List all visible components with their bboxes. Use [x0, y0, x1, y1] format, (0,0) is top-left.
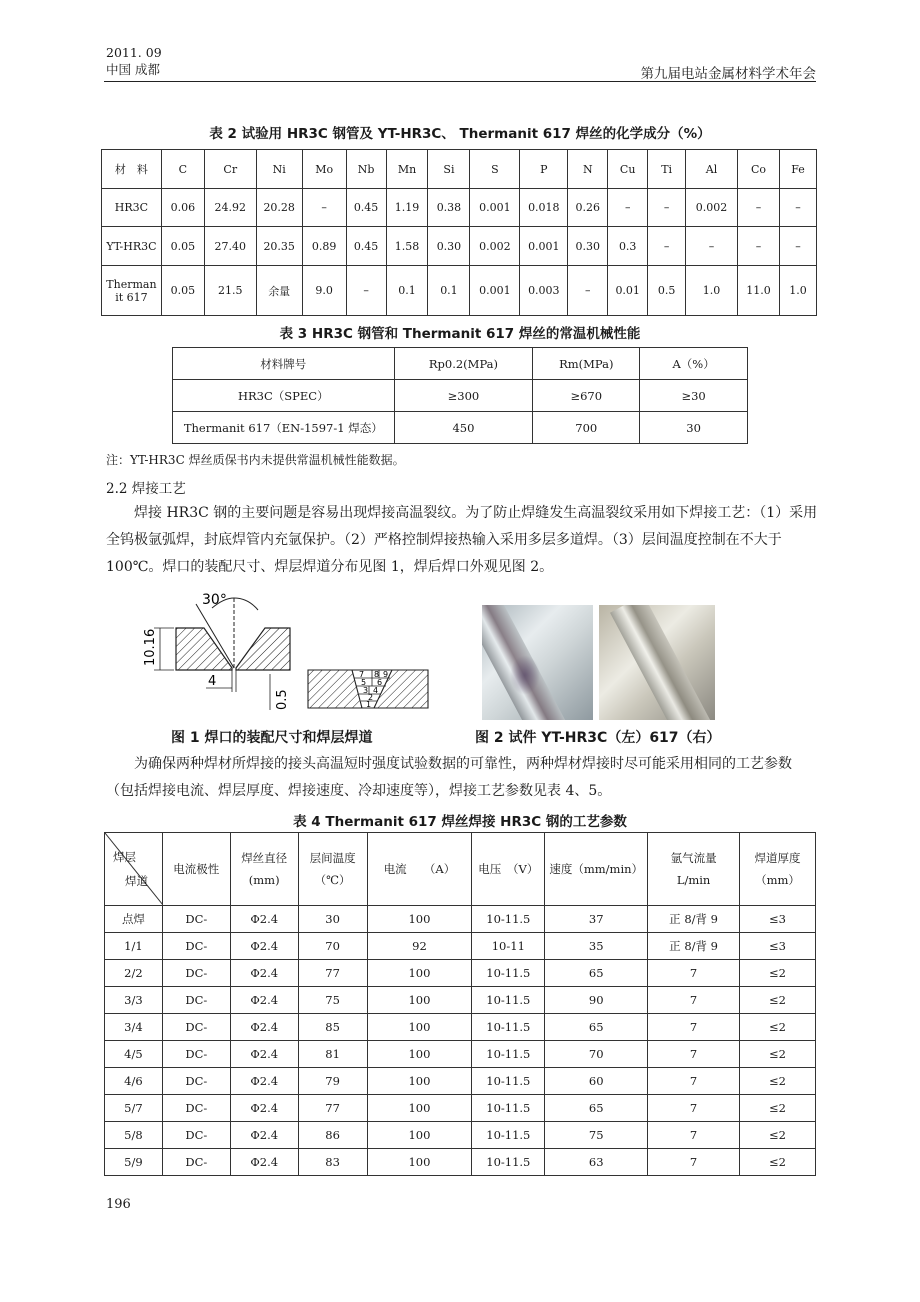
table2-cell: 余量	[256, 266, 302, 316]
weld-pass-2: 2	[368, 693, 374, 702]
table-row	[105, 987, 816, 1014]
table4-header-cell: 焊丝直径(mm)	[230, 833, 298, 906]
table4-header-cell: 氩气流量 L/min	[648, 833, 740, 906]
table2-cell: 20.35	[256, 227, 302, 266]
weld-pass-9: 9	[383, 670, 389, 679]
table-row	[105, 1014, 816, 1041]
table3-cell: 450	[394, 412, 533, 444]
header-rule	[104, 81, 816, 82]
table4-cell: 10-11.5	[472, 1095, 545, 1122]
table2-cell: 0.45	[346, 227, 386, 266]
photo-617	[599, 605, 715, 720]
table4-cell: 7	[648, 987, 740, 1014]
table2-cell: –	[568, 266, 608, 316]
table4-cell: 正 8/背 9	[648, 906, 740, 933]
weld-pass-3: 3	[363, 686, 369, 695]
table2-cell: 0.3	[608, 227, 648, 266]
table2-cell: –	[346, 266, 386, 316]
table4-cell: ≤2	[740, 1014, 816, 1041]
table4-cell: 7	[648, 1149, 740, 1176]
table2-cell: –	[648, 227, 686, 266]
table2-cell: 1.0	[779, 266, 816, 316]
table2-header-cell: 材 料	[102, 150, 162, 189]
table4-cell: ≤2	[740, 1149, 816, 1176]
table4-cell: 75	[298, 987, 367, 1014]
table4-header-cell: 层间温度（℃）	[298, 833, 367, 906]
table4-cell: DC-	[162, 933, 230, 960]
table3-cell: ≥670	[533, 380, 640, 412]
table4-cell: 83	[298, 1149, 367, 1176]
table3-cell: 30	[640, 412, 748, 444]
left-plate	[176, 628, 232, 670]
table4-cell: 86	[298, 1122, 367, 1149]
table4-cell: 70	[545, 1041, 648, 1068]
header-date: 2011. 09	[106, 45, 162, 60]
table-row	[173, 412, 748, 444]
table2-cell: 0.5	[648, 266, 686, 316]
table-row	[102, 189, 817, 227]
table2-header-cell: Ti	[648, 150, 686, 189]
table-row	[105, 1068, 816, 1095]
table-row	[105, 1095, 816, 1122]
table4-cell: 100	[367, 960, 472, 987]
table2-cell: 0.003	[520, 266, 568, 316]
table4-cell: 77	[298, 960, 367, 987]
table2-cell: 0.30	[428, 227, 470, 266]
table2-cell: Thermanit 617	[102, 266, 162, 316]
table4-cell: 10-11.5	[472, 1041, 545, 1068]
table-row	[173, 380, 748, 412]
table2-cell: 0.001	[470, 189, 520, 227]
weld-pass-4: 4	[373, 686, 379, 695]
table4-cell: 100	[367, 906, 472, 933]
table3-cell: ≥300	[394, 380, 533, 412]
header-left	[106, 44, 162, 78]
table4-cell: 4/5	[105, 1041, 163, 1068]
table4-header-cell: 速度（mm/min）	[545, 833, 648, 906]
table2-cell: 0.05	[161, 227, 204, 266]
table4-cell: ≤2	[740, 960, 816, 987]
table3-header-cell: Rp0.2(MPa)	[394, 348, 533, 380]
table2-header-cell: Nb	[346, 150, 386, 189]
weld-pass-8: 8	[374, 670, 380, 679]
table2-cell: 0.018	[520, 189, 568, 227]
table4-cell: 10-11	[472, 933, 545, 960]
table4-cell: 75	[545, 1122, 648, 1149]
table2-caption: 表 2 试验用 HR3C 钢管及 YT-HR3C、 Thermanit 617 焊丝的化学成分（%）	[209, 126, 711, 142]
table-row	[105, 933, 816, 960]
table4-cell: 70	[298, 933, 367, 960]
weld-pass-5: 5	[361, 678, 367, 687]
table3-header-cell: Rm(MPa)	[533, 348, 640, 380]
table4-cell: 65	[545, 1014, 648, 1041]
table4-cell: DC-	[162, 987, 230, 1014]
table4-cell: Φ2.4	[230, 1095, 298, 1122]
table3-cell: HR3C（SPEC）	[173, 380, 395, 412]
table4-cell: ≤3	[740, 906, 816, 933]
table2-header-cell: Mo	[302, 150, 346, 189]
table4-cell: 点焊	[105, 906, 163, 933]
header-place: 中国 成都	[106, 62, 160, 77]
table4-cell: ≤2	[740, 1095, 816, 1122]
table4-cell: 5/9	[105, 1149, 163, 1176]
table2-cell: –	[738, 227, 780, 266]
table4-cell: Φ2.4	[230, 987, 298, 1014]
table2-cell: –	[302, 189, 346, 227]
table3-header-row	[173, 348, 748, 380]
root-label: 0.5	[275, 689, 290, 710]
table2-cell: –	[686, 227, 738, 266]
table4-cell: ≤2	[740, 1068, 816, 1095]
table3-header-cell: A（%）	[640, 348, 748, 380]
table2-header-cell: Mn	[386, 150, 428, 189]
table2-cell: 0.26	[568, 189, 608, 227]
table2-cell: –	[648, 189, 686, 227]
table2-header-cell: Co	[738, 150, 780, 189]
table3-header-cell: 材料牌号	[173, 348, 395, 380]
table4-cell: 77	[298, 1095, 367, 1122]
table2-header-cell: Si	[428, 150, 470, 189]
table4-header-cell: 电流 （A）	[367, 833, 472, 906]
table2-header-cell: P	[520, 150, 568, 189]
table2-cell: 1.19	[386, 189, 428, 227]
table4-cell: 79	[298, 1068, 367, 1095]
height-label: 10.16	[143, 628, 158, 666]
table4-cell: Φ2.4	[230, 933, 298, 960]
table2-cell: 21.5	[204, 266, 256, 316]
table4-cell: 65	[545, 960, 648, 987]
table4-cell: 81	[298, 1041, 367, 1068]
table2-cell: 20.28	[256, 189, 302, 227]
table2-cell: 24.92	[204, 189, 256, 227]
table4-cell: 7	[648, 1068, 740, 1095]
table3-cell: ≥30	[640, 380, 748, 412]
table2-cell: 0.45	[346, 189, 386, 227]
table4-cell: 10-11.5	[472, 1068, 545, 1095]
table3-cell: Thermanit 617（EN-1597-1 焊态）	[173, 412, 395, 444]
table4-cell: 正 8/背 9	[648, 933, 740, 960]
table4-cell: 10-11.5	[472, 1014, 545, 1041]
table4-cell: Φ2.4	[230, 906, 298, 933]
table4-cell: DC-	[162, 1014, 230, 1041]
table2-cell: 0.002	[470, 227, 520, 266]
table4-cell: 10-11.5	[472, 1149, 545, 1176]
table3-note: 注：YT-HR3C 焊丝质保书内未提供常温机械性能数据。	[106, 453, 405, 467]
table-row	[105, 1041, 816, 1068]
table4-cell: 7	[648, 1095, 740, 1122]
table2-cell: 9.0	[302, 266, 346, 316]
table3	[172, 347, 748, 444]
table2-header-cell: Cu	[608, 150, 648, 189]
table4-cell: 30	[298, 906, 367, 933]
table4-cell: Φ2.4	[230, 1014, 298, 1041]
table4-cell: Φ2.4	[230, 1068, 298, 1095]
table4-cell: 65	[545, 1095, 648, 1122]
angle-label: 30°	[202, 592, 227, 608]
table2-header-cell: N	[568, 150, 608, 189]
table4-cell: ≤2	[740, 1122, 816, 1149]
table2-cell: 0.01	[608, 266, 648, 316]
table2-header-cell: Fe	[779, 150, 816, 189]
table4-cell: 63	[545, 1149, 648, 1176]
table3-cell: 700	[533, 412, 640, 444]
table4-cell: 2/2	[105, 960, 163, 987]
table2-cell: 1.0	[686, 266, 738, 316]
table2-cell: 0.38	[428, 189, 470, 227]
paragraph-welding-process: 焊接 HR3C 钢的主要问题是容易出现焊接高温裂纹。为了防止焊缝发生高温裂纹采用如下焊接工艺：（1）采用全钨极氩弧焊，封底焊管内充氩保护。（2）严格控制焊接热输入采用多层多道焊。（3）层间温度控制在不大于 100℃。焊口的装配尺寸、焊层焊道分布见图 1，焊后焊口外观见图 2。	[106, 505, 818, 575]
table2-cell: 0.30	[568, 227, 608, 266]
photo-yt-hr3c	[482, 605, 593, 720]
table4-cell: DC-	[162, 906, 230, 933]
table4-cell: DC-	[162, 1122, 230, 1149]
table4-cell: 5/7	[105, 1095, 163, 1122]
table4-cell: 100	[367, 1041, 472, 1068]
table4-caption: 表 4 Thermanit 617 焊丝焊接 HR3C 钢的工艺参数	[293, 814, 627, 830]
table2-cell: –	[608, 189, 648, 227]
table4-header-row	[105, 833, 816, 906]
table4	[104, 832, 816, 1176]
table2-cell: YT-HR3C	[102, 227, 162, 266]
table2-cell: 0.1	[386, 266, 428, 316]
table4-cell: 100	[367, 1149, 472, 1176]
table4-cell: 100	[367, 987, 472, 1014]
table4-cell: 10-11.5	[472, 987, 545, 1014]
table2-header-row	[102, 150, 817, 189]
table4-header-cell: 焊道厚度（mm）	[740, 833, 816, 906]
table3-caption: 表 3 HR3C 钢管和 Thermanit 617 焊丝的常温机械性能	[279, 326, 641, 342]
table4-cell: 3/3	[105, 987, 163, 1014]
table4-cell: 90	[545, 987, 648, 1014]
table2-cell: 0.001	[520, 227, 568, 266]
table-row	[105, 1149, 816, 1176]
table4-cell: ≤2	[740, 1041, 816, 1068]
table4-cell: ≤2	[740, 987, 816, 1014]
table2	[101, 149, 817, 316]
table4-cell: DC-	[162, 1068, 230, 1095]
table4-cell: 100	[367, 1095, 472, 1122]
table4-cell: 5/8	[105, 1122, 163, 1149]
table4-cell: 7	[648, 1014, 740, 1041]
table2-header-cell: S	[470, 150, 520, 189]
table4-header-cell: 电压 （V）	[472, 833, 545, 906]
table-row	[102, 266, 817, 316]
table4-cell: 7	[648, 1122, 740, 1149]
corner-top-label: 焊层	[113, 850, 136, 864]
table2-cell: –	[738, 189, 780, 227]
table4-cell: Φ2.4	[230, 960, 298, 987]
table4-cell: DC-	[162, 1041, 230, 1068]
table-row	[102, 227, 817, 266]
table4-cell: 7	[648, 960, 740, 987]
table2-header-cell: Ni	[256, 150, 302, 189]
table4-header-cell: 电流极性	[162, 833, 230, 906]
table2-cell: 0.06	[161, 189, 204, 227]
gap-label: 4	[208, 674, 217, 689]
table4-cell: DC-	[162, 960, 230, 987]
table4-cell: 60	[545, 1068, 648, 1095]
table2-cell: HR3C	[102, 189, 162, 227]
corner-bottom-label: 焊道	[125, 874, 148, 888]
table2-cell: 0.89	[302, 227, 346, 266]
table2-header-cell: Cr	[204, 150, 256, 189]
table-row	[105, 960, 816, 987]
table4-cell: 85	[298, 1014, 367, 1041]
table2-cell: 0.001	[470, 266, 520, 316]
table4-cell: DC-	[162, 1149, 230, 1176]
table4-cell: ≤3	[740, 933, 816, 960]
table4-cell: 10-11.5	[472, 960, 545, 987]
table4-cell: 10-11.5	[472, 906, 545, 933]
table2-cell: 0.002	[686, 189, 738, 227]
weld-pass-7: 7	[359, 670, 365, 679]
table2-cell: 1.58	[386, 227, 428, 266]
table4-cell: Φ2.4	[230, 1149, 298, 1176]
table4-cell: 10-11.5	[472, 1122, 545, 1149]
table4-cell: 7	[648, 1041, 740, 1068]
table4-cell: Φ2.4	[230, 1122, 298, 1149]
table4-cell: 92	[367, 933, 472, 960]
table2-header-cell: C	[161, 150, 204, 189]
table4-cell: 100	[367, 1122, 472, 1149]
header-conference: 第九届电站金属材料学术年会	[640, 66, 816, 82]
table-row	[105, 1122, 816, 1149]
table2-cell: –	[779, 189, 816, 227]
figure1-caption: 图 1 焊口的装配尺寸和焊层焊道	[171, 730, 373, 746]
table2-header-cell: Al	[686, 150, 738, 189]
table4-cell: 4/6	[105, 1068, 163, 1095]
table4-cell: 1/1	[105, 933, 163, 960]
table4-cell: 35	[545, 933, 648, 960]
table4-cell: DC-	[162, 1095, 230, 1122]
table-row	[105, 906, 816, 933]
table4-cell: 100	[367, 1068, 472, 1095]
figure1-joint-diagram	[130, 582, 440, 722]
table2-cell: 0.1	[428, 266, 470, 316]
weld-pass-6: 6	[377, 678, 383, 687]
section-heading: 2.2 焊接工艺	[106, 481, 186, 497]
table4-corner-cell	[105, 833, 163, 906]
page-number: 196	[106, 1197, 131, 1212]
table4-cell: Φ2.4	[230, 1041, 298, 1068]
right-plate	[236, 628, 290, 670]
weld-pass-1: 1	[366, 700, 372, 709]
table2-cell: 11.0	[738, 266, 780, 316]
table4-cell: 100	[367, 1014, 472, 1041]
table4-cell: 3/4	[105, 1014, 163, 1041]
table2-cell: 0.05	[161, 266, 204, 316]
figure2-caption: 图 2 试件 YT-HR3C（左）617（右）	[475, 730, 721, 746]
table2-cell: 27.40	[204, 227, 256, 266]
paragraph-parameters: 为确保两种焊材所焊接的接头高温短时强度试验数据的可靠性，两种焊材焊接时尽可能采用相同的工艺参数（包括焊接电流、焊层厚度、焊接速度、冷却速度等），焊接工艺参数见表 4、5。	[106, 756, 792, 799]
table4-cell: 37	[545, 906, 648, 933]
table2-cell: –	[779, 227, 816, 266]
